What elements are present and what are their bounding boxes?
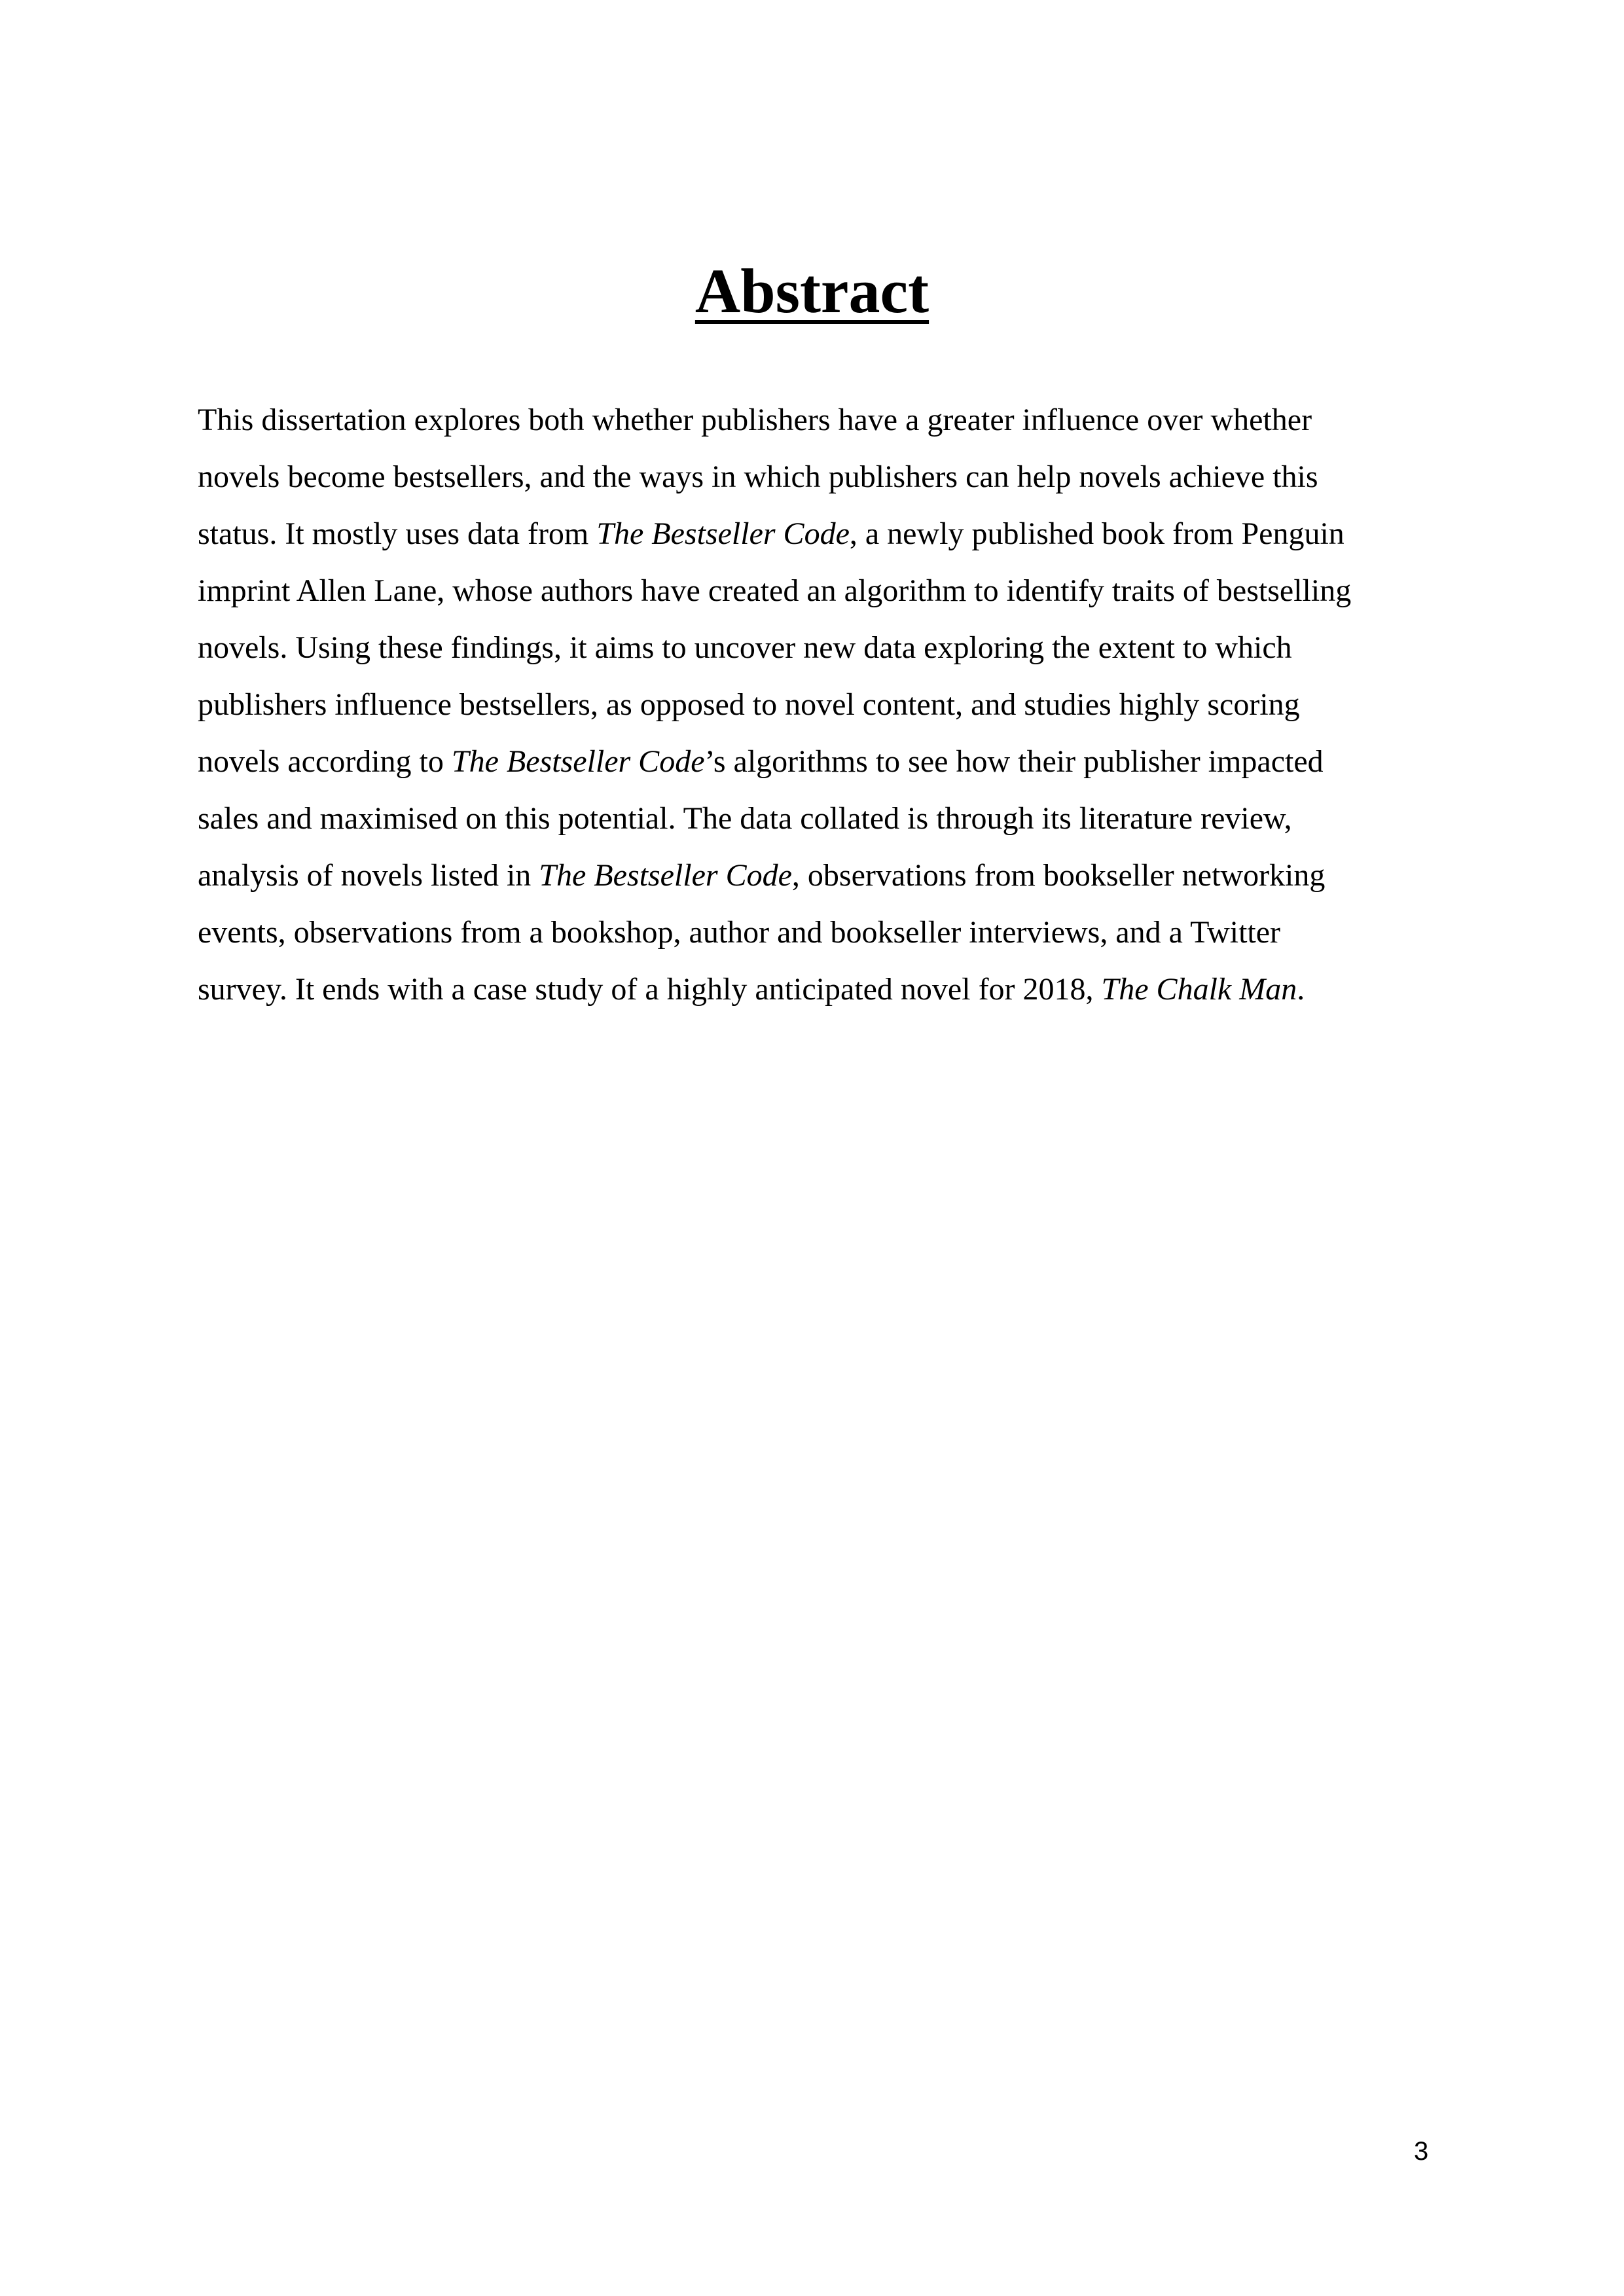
page-number: 3 [1414,2137,1429,2166]
text-line [198,733,1441,790]
text-run: survey. It ends with a case study of a highly anticipated novel for 2018, [198,972,1102,1007]
text-line [198,676,1441,733]
text-run: publishers influence bestsellers, as opposed to novel content, and studies highly scoring [198,687,1300,722]
text-run: , observations from bookseller networking [791,858,1326,893]
text-run: status. It mostly uses data from [198,516,597,551]
italic-title-text: The Bestseller Code [451,744,705,779]
page-title-text: Abstract [695,256,929,326]
text-line [198,562,1441,619]
text-run: imprint Allen Lane, whose authors have created an algorithm to identify traits of bestselling [198,573,1352,608]
abstract-paragraph [198,391,1441,1018]
text-run: ’s algorithms to see how their publisher impacted [704,744,1324,779]
text-run: novels become bestsellers, and the ways in which publishers can help novels achieve this [198,459,1318,494]
text-run: events, observations from a bookshop, author and bookseller interviews, and a Twitter [198,915,1281,950]
text-line [198,847,1441,904]
text-run: sales and maximised on this potential. The data collated is through its literature review, [198,801,1292,836]
text-line [198,448,1441,505]
text-run: novels. Using these findings, it aims to uncover new data exploring the extent to which [198,630,1292,665]
page-title [0,252,1624,331]
text-line [198,904,1441,961]
italic-title-text: The Bestseller Code [596,516,850,551]
text-line [198,961,1441,1018]
italic-title-text: The Chalk Man [1101,972,1297,1007]
text-line [198,505,1441,562]
text-run: This dissertation explores both whether publishers have a greater influence over whether [198,403,1312,437]
text-run: analysis of novels listed in [198,858,539,893]
text-run: novels according to [198,744,452,779]
text-line [198,790,1441,847]
italic-title-text: The Bestseller Code [539,858,792,893]
text-run: . [1297,972,1305,1007]
text-line [198,391,1441,448]
text-run: , a newly published book from Penguin [849,516,1344,551]
text-line [198,619,1441,676]
